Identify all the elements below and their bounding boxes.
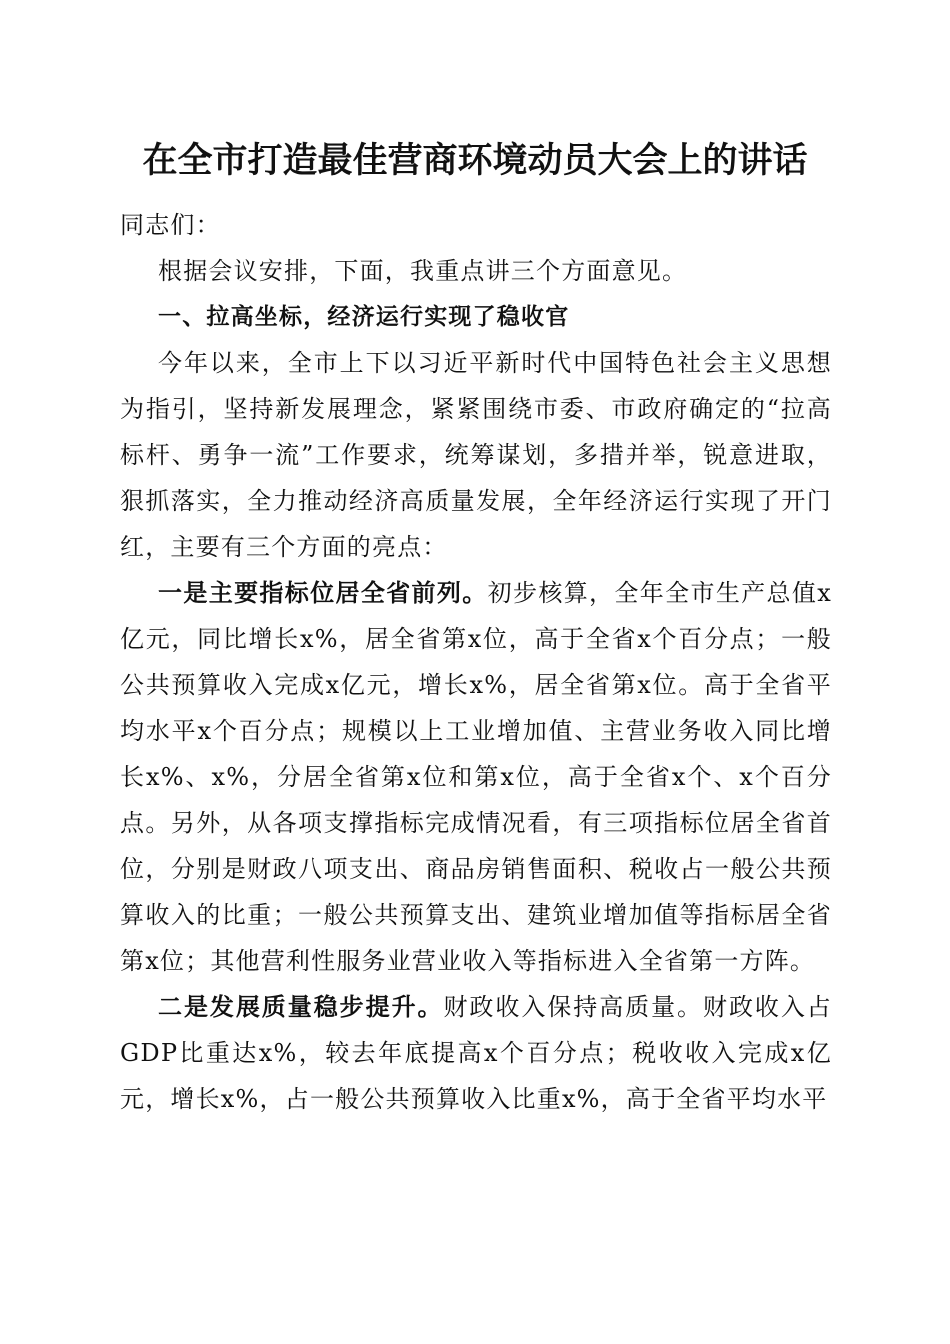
point-lead-1: 一是主要指标位居全省前列。 bbox=[158, 578, 488, 607]
salutation: 同志们： bbox=[120, 211, 221, 239]
point-body-2: 财政收入保持高质量。财政收入占GDP比重达x%，较去年底提高x个百分点；税收收入完成x亿元，增长x%，占一般公共预算收入比重x%，高于全省平均水平 bbox=[120, 993, 833, 1113]
point-paragraph-1 bbox=[120, 570, 832, 984]
document-title: 在全市打造最佳营商环境动员大会上的讲话 bbox=[142, 140, 808, 181]
point-paragraph-2 bbox=[120, 984, 832, 1122]
intro-paragraph: 根据会议安排，下面，我重点讲三个方面意见。 bbox=[158, 257, 688, 285]
document-body bbox=[120, 202, 832, 1122]
section-heading: 一、拉高坐标，经济运行实现了稳收官 bbox=[158, 304, 570, 330]
point-body-1: 初步核算，全年全市生产总值x亿元，同比增长x%，居全省第x位，高于全省x个百分点；一般公共预算收入完成x亿元，增长x%，居全省第x位。高于全省平均水平x个百分点；规模以上工业增加值、主营业务收入同比增长x%、x%，分居全省第x位和第x位，高于全省x个、x个百分点。另外，从各项支撑指标完成情况看，有三项指标位居全省首位，分别是财政八项支出、商品房销售面积、税收占一般公共预算收入的比重；一般公共预算支出、建筑业增加值等指标居全省第x位；其他营利性服务业营业收入等指标进入全省第一方阵。 bbox=[120, 579, 832, 975]
section-paragraph: 今年以来，全市上下以习近平新时代中国特色社会主义思想为指引，坚持新发展理念，紧紧围绕市委、市政府确定的“拉高标杆、勇争一流”工作要求，统筹谋划，多措并举，锐意进取，狠抓落实，全力推动经济高质量发展，全年经济运行实现了开门红，主要有三个方面的亮点： bbox=[120, 349, 832, 561]
point-lead-2: 二是发展质量稳步提升。 bbox=[158, 992, 444, 1021]
